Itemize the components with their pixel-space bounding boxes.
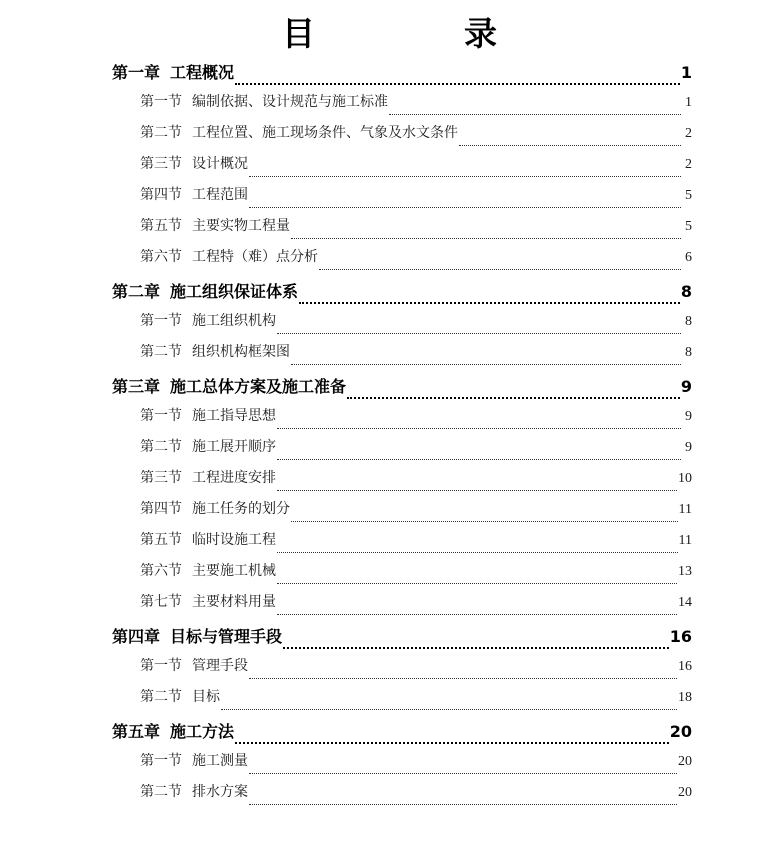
toc-chapter-entry[interactable] [112,277,692,310]
toc-page-number: 5 [685,219,692,234]
toc-section-entry[interactable] [112,215,692,246]
toc-chapter-entry[interactable] [112,622,692,655]
toc-entry-title: 排水方案 [192,784,248,800]
toc-section-entry[interactable] [112,781,692,812]
toc-entry-title: 目标与管理手段 [170,627,283,646]
toc-section-entry[interactable] [112,246,692,277]
dot-leader [249,803,677,805]
toc-section-entry[interactable] [112,750,692,781]
toc-entry-number: 第五节 [140,532,182,548]
toc-section-entry[interactable] [112,529,692,560]
toc-section-entry[interactable] [112,436,692,467]
toc-entry-number: 第二章 [112,282,161,301]
toc-entry-number: 第一节 [140,313,182,329]
toc-page-number: 6 [685,250,692,265]
dot-leader [249,175,681,177]
toc-entry-title: 主要施工机械 [192,563,276,579]
toc-page-number: 20 [678,754,692,769]
dot-leader [277,551,678,553]
toc-entry-title: 施工组织保证体系 [170,282,299,301]
toc-chapter-entry[interactable] [112,372,692,405]
toc-entry-number: 第四节 [140,501,182,517]
toc-entry-title: 施工指导思想 [192,408,276,424]
toc-section-entry[interactable] [112,91,692,122]
toc-entry-number: 第二节 [140,125,182,141]
toc-page-number: 8 [680,282,692,301]
toc-page-number: 13 [678,564,692,579]
toc-page-number: 9 [685,409,692,424]
toc-entry-number: 第二节 [140,439,182,455]
toc-page-number: 8 [685,345,692,360]
toc-section-entry[interactable] [112,310,692,341]
toc-entry-number: 第二节 [140,344,182,360]
dot-leader [291,363,681,365]
table-of-contents [112,58,692,812]
dot-leader [277,489,677,491]
toc-entry-title: 工程进度安排 [192,470,276,486]
toc-entry-number: 第六节 [140,249,182,265]
dot-leader [291,520,678,522]
toc-entry-title: 施工方法 [170,722,235,741]
toc-entry-title: 目标 [192,689,220,705]
dot-leader [347,396,680,399]
toc-entry-title: 工程特（难）点分析 [192,249,318,265]
toc-entry-number: 第三节 [140,470,182,486]
toc-entry-number: 第五章 [112,722,161,741]
dot-leader [291,237,681,239]
toc-entry-title: 编制依据、设计规范与施工标准 [192,94,388,110]
toc-entry-title: 工程范围 [192,187,248,203]
toc-entry-number: 第二节 [140,784,182,800]
toc-entry-title: 组织机构框架图 [192,344,290,360]
toc-page-number: 16 [669,627,692,646]
toc-section-entry[interactable] [112,467,692,498]
toc-page-number: 2 [685,126,692,141]
dot-leader [299,301,680,304]
dot-leader [235,741,669,744]
toc-section-entry[interactable] [112,498,692,529]
toc-page-number: 2 [685,157,692,172]
toc-entry-number: 第六节 [140,563,182,579]
toc-entry-number: 第一节 [140,94,182,110]
dot-leader [235,82,680,85]
toc-page-number: 18 [678,690,692,705]
toc-entry-number: 第一节 [140,408,182,424]
toc-page-number: 14 [678,595,692,610]
toc-page-number: 1 [685,95,692,110]
dot-leader [249,677,677,679]
toc-page-number: 1 [680,63,692,82]
toc-entry-title: 临时设施工程 [192,532,276,548]
toc-page-number: 16 [678,659,692,674]
dot-leader [277,427,681,429]
toc-entry-title: 管理手段 [192,658,248,674]
toc-entry-number: 第一节 [140,658,182,674]
toc-entry-title: 施工任务的划分 [192,501,290,517]
dot-leader [389,113,681,115]
page-title: 目 录 [282,14,555,53]
toc-entry-title: 主要实物工程量 [192,218,290,234]
toc-page-number: 10 [678,471,692,486]
dot-leader [249,206,681,208]
dot-leader [459,144,681,146]
toc-page-number: 8 [685,314,692,329]
toc-entry-title: 施工总体方案及施工准备 [170,377,347,396]
toc-entry-number: 第七节 [140,594,182,610]
toc-section-entry[interactable] [112,341,692,372]
toc-entry-title: 工程位置、施工现场条件、气象及水文条件 [192,125,458,141]
toc-page-number: 11 [678,533,692,548]
toc-entry-number: 第四章 [112,627,161,646]
toc-page-number: 20 [669,722,692,741]
toc-entry-number: 第四节 [140,187,182,203]
toc-entry-number: 第一节 [140,753,182,769]
dot-leader [319,268,681,270]
dot-leader [249,772,677,774]
toc-chapter-entry[interactable] [112,58,692,91]
toc-section-entry[interactable] [112,405,692,436]
toc-chapter-entry[interactable] [112,717,692,750]
toc-section-entry[interactable] [112,184,692,215]
dot-leader [221,708,677,710]
toc-entry-number: 第五节 [140,218,182,234]
toc-section-entry[interactable] [112,591,692,622]
toc-section-entry[interactable] [112,686,692,717]
toc-page-number: 9 [685,440,692,455]
toc-page-number: 20 [678,785,692,800]
toc-entry-title: 工程概况 [170,63,235,82]
dot-leader [277,332,681,334]
toc-page-number: 5 [685,188,692,203]
dot-leader [277,613,677,615]
dot-leader [277,582,677,584]
dot-leader [283,646,669,649]
toc-entry-number: 第三节 [140,156,182,172]
toc-section-entry[interactable] [112,655,692,686]
toc-entry-title: 设计概况 [192,156,248,172]
dot-leader [277,458,681,460]
toc-entry-title: 施工展开顺序 [192,439,276,455]
toc-entry-title: 主要材料用量 [192,594,276,610]
toc-section-entry[interactable] [112,122,692,153]
toc-section-entry[interactable] [112,153,692,184]
toc-entry-number: 第一章 [112,63,161,82]
toc-entry-title: 施工组织机构 [192,313,276,329]
toc-entry-title: 施工测量 [192,753,248,769]
toc-section-entry[interactable] [112,560,692,591]
toc-entry-number: 第二节 [140,689,182,705]
toc-page-number: 9 [680,377,692,396]
toc-entry-number: 第三章 [112,377,161,396]
toc-page-number: 11 [678,502,692,517]
